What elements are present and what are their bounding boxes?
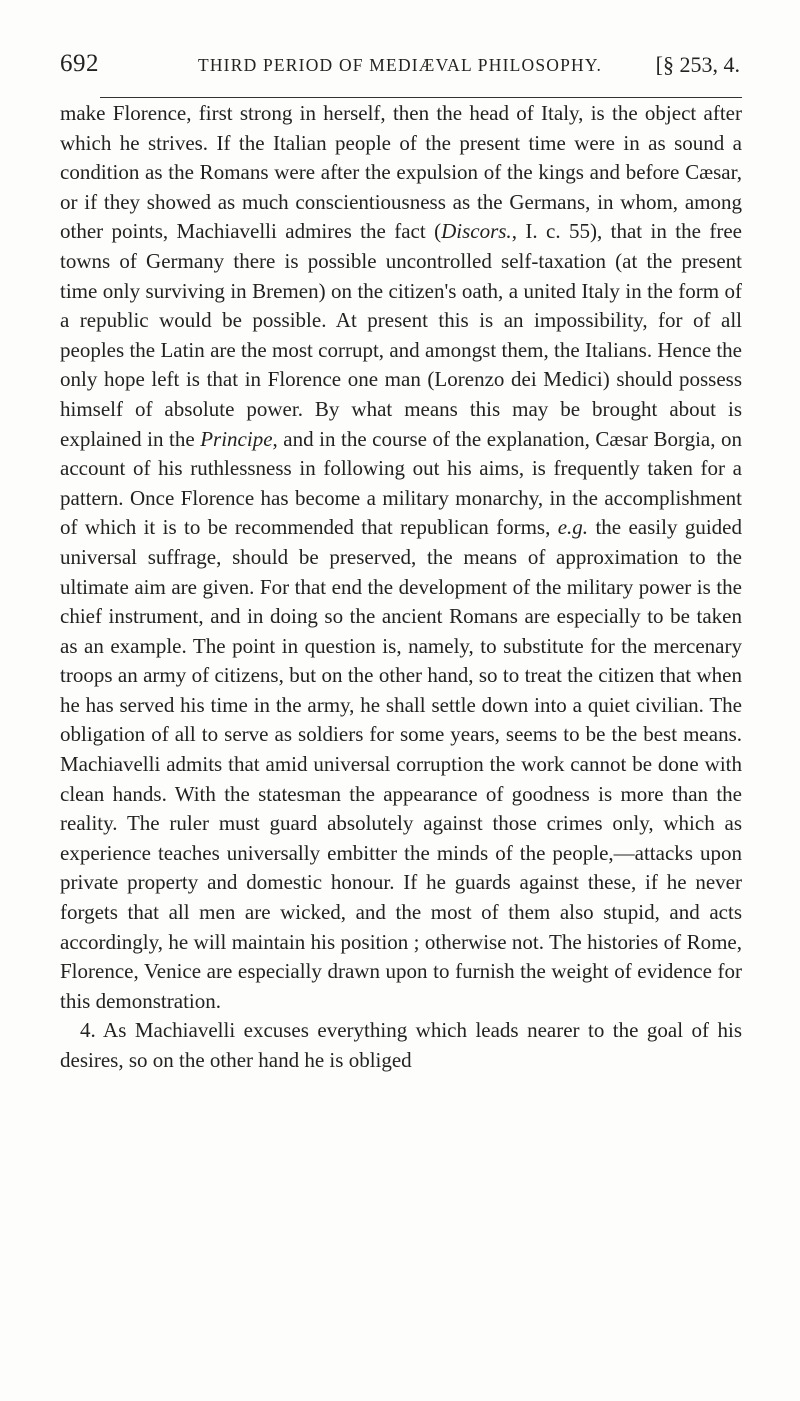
body-text [60,99,742,1076]
p1-text-c: , and in the course of the explanation, Cæsar Borgia, on account of his ruthlessness in following out his aims, is frequently taken for a pattern. Once Florence has become a military monarchy, in the accomplishment of which it is to be recommended that republican forms, [60,426,743,540]
p1-text-b: , I. c. 55), that in the free towns of Germany there is possible uncontrolled self-taxation (at the present time only surviving in Bremen) on the citizen's oath, a united Italy in the form of a republic would be possible. At present this is an impossibility, for of all peoples the Latin are the most corrupt, and amongst them, the Italians. Hence the only hope left is that in Florence one man (Lorenzo dei Medici) should possess himself of absolute power. By what means this may be brought about is explained in the [60,219,742,451]
p1-text-d: the easily guided universal suffrage, should be preserved, the means of approximation to the ultimate aim are given. For that end the development of the military power is the chief instrument, and in doing so the ancient Romans are especially to be taken as an example. The point in question is, namely, to substitute for the mercenary troops an army of citizens, but on the other hand, so to treat the citizen that when he has served his time in the army, he shall settle down into a quiet civilian. The obligation of all to serve as soldiers for some years, seems to be the best means. Machiavelli admits that amid universal corruption the work cannot be done with clean hands. With the statesman the appearance of goodness is more than the reality. The ruler must guard absolutely against those crimes only, which as experience teaches universally embitter the minds of the people,—attacks upon private property and domestic honour. If he guards against these, if he never forgets that all men are wicked, and the most of them also stupid, and acts accordingly, he will maintain his position ; otherwise not. The histories of Rome, Florence, Venice are especially drawn upon to furnish the weight of evidence for this demonstration. [60,515,742,1013]
abbreviation-eg: e.g. [557,515,589,540]
page-number: 692 [60,50,99,77]
section-reference: [§ 253, 4. [655,52,740,77]
p1-text-a: make Florence, first strong in herself, then the head of Italy, is the object after which he strives. If the Italian people of the present time were in as sound a condition as the Romans were after the expulsion of the kings and before Cæsar, or if they showed as much conscientiousness as the Germans, in whom, among other points, Machiavelli admires the fact ( [60,101,742,244]
page-header [60,50,740,90]
cited-work-discors: Discors. [441,219,512,244]
paragraph-continued [60,99,742,1016]
header-rule [100,97,742,98]
paragraph-section-4: 4. As Machiavelli excuses everything which leads nearer to the goal of his desires, so on the other hand he is obliged [60,1018,742,1072]
running-head: THIRD PERIOD OF MEDIÆVAL PHILOSOPHY. [197,55,603,75]
cited-work-principe: Principe [200,426,273,451]
